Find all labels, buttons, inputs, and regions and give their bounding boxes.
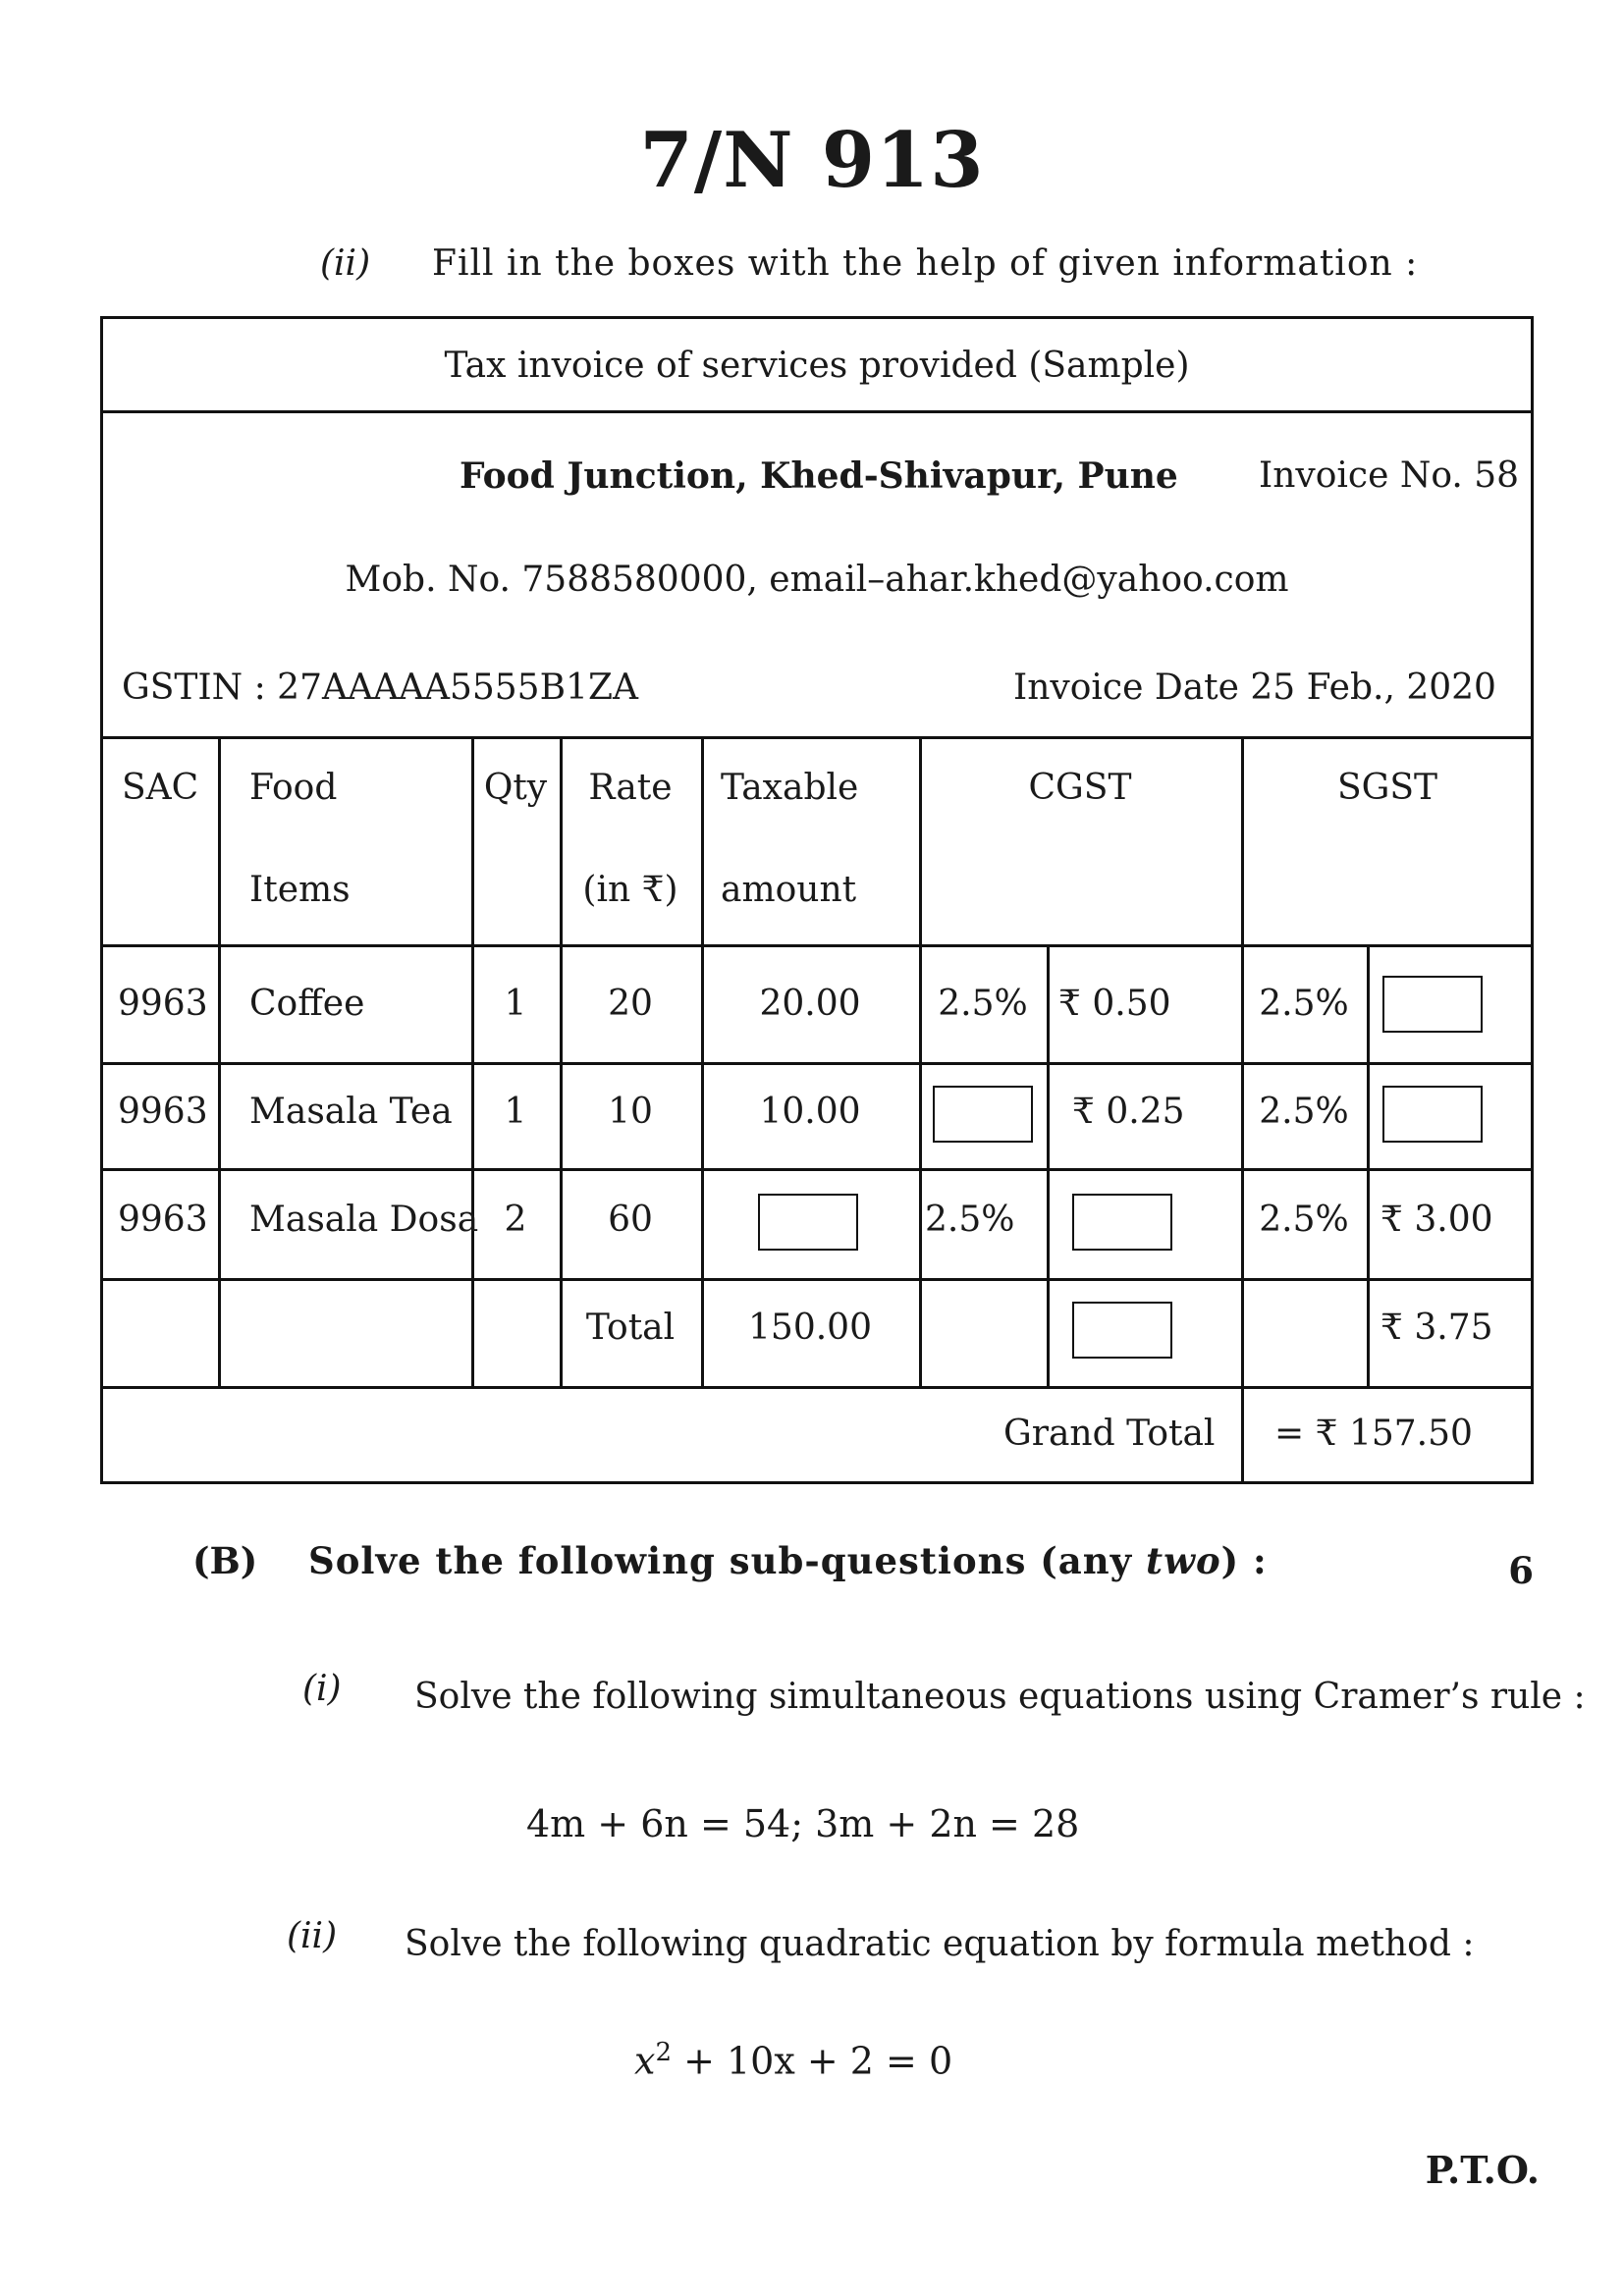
header-rate-unit: (in ₹) [582, 870, 678, 910]
row1-taxable: 20.00 [759, 984, 861, 1024]
header-rate: Rate [588, 768, 673, 808]
row3-item: Masala Dosa [249, 1200, 479, 1240]
row2-sgst-blank-box[interactable] [1382, 1086, 1483, 1143]
header-sac: SAC [122, 768, 199, 808]
question-ii-text: Fill in the boxes with the help of given information : [432, 243, 1419, 284]
section-b-marks: 6 [1508, 1549, 1534, 1592]
row3-sgst-amount: ₹ 3.00 [1380, 1200, 1493, 1240]
row3-cgst-rate: 2.5% [925, 1200, 1015, 1240]
row3-rate: 60 [608, 1200, 653, 1240]
row1-cgst-amount: ₹ 0.50 [1058, 984, 1171, 1024]
invoice-date: Invoice Date 25 Feb., 2020 [1013, 667, 1496, 708]
total-taxable: 150.00 [748, 1308, 872, 1348]
row2-qty: 1 [504, 1092, 527, 1132]
page-code: 7/N 913 [639, 116, 985, 205]
equation-2: 3m + 2n = 28 [815, 1802, 1080, 1845]
header-sgst: SGST [1336, 768, 1438, 808]
section-b-heading-em: two [1146, 1539, 1221, 1582]
row3-taxable-blank-box[interactable] [758, 1194, 858, 1251]
row1-sgst-rate: 2.5% [1259, 984, 1349, 1024]
invoice-title: Tax invoice of services provided (Sample) [444, 346, 1190, 386]
sub-ii-equation [634, 2038, 952, 2083]
row1-sgst-blank-box[interactable] [1382, 976, 1483, 1033]
sub-ii-label: (ii) [287, 1916, 338, 1956]
section-b-heading [308, 1539, 1268, 1582]
row1-rate: 20 [608, 984, 653, 1024]
header-taxable: Taxable [721, 768, 859, 808]
row2-sgst-rate: 2.5% [1259, 1092, 1349, 1132]
section-b-heading-suffix: ) : [1220, 1539, 1268, 1582]
total-cgst-blank-box[interactable] [1072, 1302, 1172, 1359]
pto-footer: P.T.O. [1425, 2148, 1540, 2192]
grand-total-value: = ₹ 157.50 [1274, 1414, 1473, 1454]
contact-info: Mob. No. 7588580000, email–ahar.khed@yahoo.com [345, 560, 1289, 600]
row2-rate: 10 [608, 1092, 653, 1132]
section-b-label: (B) [192, 1539, 258, 1582]
total-label: Total [585, 1308, 676, 1348]
grand-total-label: Grand Total [1003, 1414, 1216, 1454]
row2-item: Masala Tea [249, 1092, 453, 1132]
row3-cgst-blank-box[interactable] [1072, 1194, 1172, 1251]
sub-i-label: (i) [302, 1669, 342, 1709]
gstin: GSTIN : 27AAAAA5555B1ZA [122, 667, 638, 708]
header-food: Food [249, 768, 338, 808]
total-sgst: ₹ 3.75 [1380, 1308, 1493, 1348]
section-b-heading-prefix: Solve the following sub-questions (any [308, 1539, 1147, 1582]
row3-sgst-rate: 2.5% [1259, 1200, 1349, 1240]
row2-taxable: 10.00 [759, 1092, 861, 1132]
sub-ii-text: Solve the following quadratic equation by formula method : [405, 1924, 1475, 1964]
sub-i-equations: 4m + 6n = 54; 3m + 2n = 28 [526, 1802, 1080, 1845]
header-qty: Qty [483, 768, 548, 808]
header-amount: amount [721, 870, 857, 910]
row1-item: Coffee [249, 984, 365, 1024]
sub-i-text: Solve the following simultaneous equations using Cramer’s rule : [414, 1677, 1586, 1717]
row2-cgst-rate-blank-box[interactable] [933, 1086, 1033, 1143]
business-name: Food Junction, Khed-Shivapur, Pune [460, 455, 1178, 497]
row1-cgst-rate: 2.5% [938, 984, 1028, 1024]
equation-variable: x [634, 2039, 656, 2083]
invoice-number: Invoice No. 58 [1259, 455, 1520, 496]
row3-qty: 2 [504, 1200, 527, 1240]
header-items: Items [249, 870, 351, 910]
row3-sac: 9963 [118, 1200, 208, 1240]
row1-sac: 9963 [118, 984, 208, 1024]
row2-cgst-amount: ₹ 0.25 [1072, 1092, 1185, 1132]
invoice-table [100, 316, 1534, 1484]
row2-sac: 9963 [118, 1092, 208, 1132]
question-ii-label: (ii) [320, 243, 371, 284]
row1-qty: 1 [504, 984, 527, 1024]
equation-1: 4m + 6n = 54 [526, 1802, 791, 1845]
equation-rest: + 10x + 2 = 0 [671, 2039, 953, 2083]
header-cgst: CGST [1028, 768, 1132, 808]
equation-exponent: 2 [655, 2038, 672, 2067]
